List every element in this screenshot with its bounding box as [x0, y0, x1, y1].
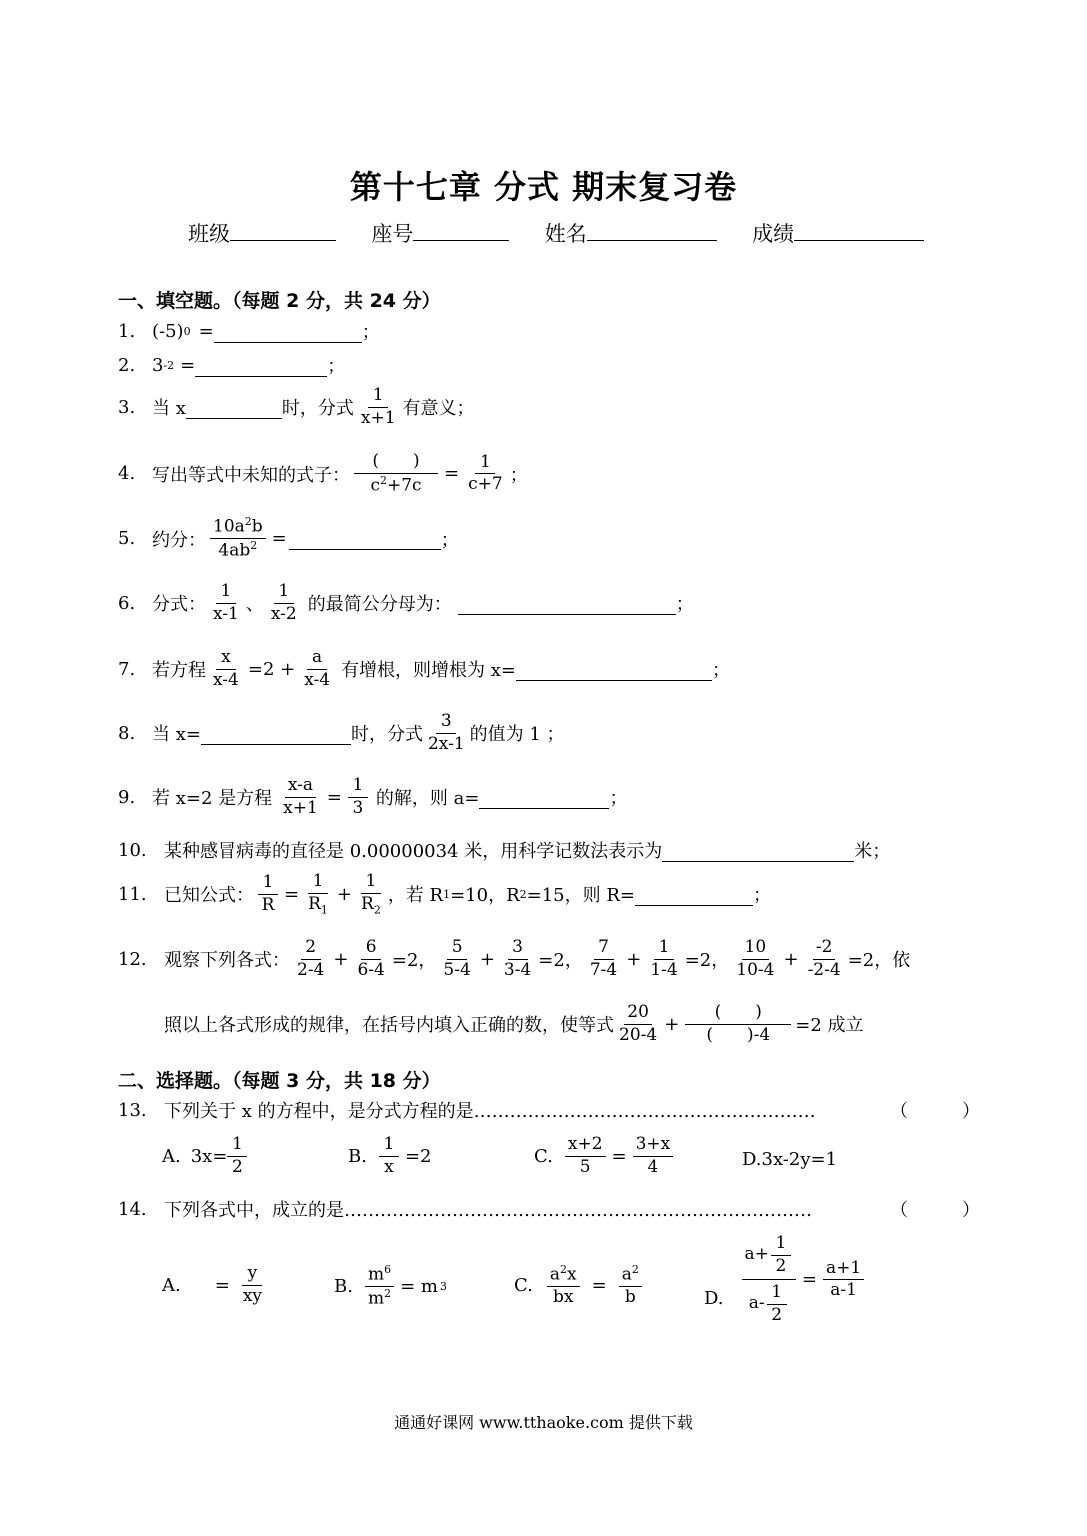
- equals-sign: =: [326, 786, 342, 808]
- question-text: 若 x=2 是方程: [152, 788, 273, 810]
- question-12-continued: [164, 1003, 864, 1045]
- question-9: [118, 776, 627, 818]
- numerator: 1: [348, 776, 368, 798]
- denominator: 2x-1: [427, 733, 465, 754]
- plus-sign: +: [336, 883, 352, 905]
- numerator: 1: [368, 386, 388, 408]
- plus-sign: +: [783, 948, 799, 970]
- question-10: [118, 837, 890, 863]
- equals-sign: =: [284, 883, 300, 905]
- denominator: [215, 539, 260, 561]
- question-number: 7.: [118, 658, 136, 680]
- denominator: x-2: [270, 603, 297, 624]
- score-field[interactable]: [794, 218, 924, 241]
- fraction: [240, 1264, 265, 1306]
- question-number: 10.: [118, 839, 147, 861]
- fraction: [227, 1135, 247, 1177]
- numerator: 1: [379, 1135, 399, 1157]
- numerator-text: a+: [744, 1244, 769, 1265]
- numerator: 1: [227, 1135, 247, 1157]
- expression: 3: [152, 354, 164, 376]
- denominator-blank[interactable]: ( )-4: [706, 1024, 771, 1045]
- denominator: [746, 1280, 792, 1325]
- section-2-heading: 二、选择题。（每题 3 分，共 18 分）: [118, 1070, 441, 1092]
- exponent: 2: [631, 1263, 639, 1276]
- subscript: 1: [320, 902, 328, 916]
- equals-sign: =: [198, 320, 214, 342]
- expression: (-5): [152, 320, 184, 342]
- denominator: 1-4: [650, 959, 678, 980]
- numerator: 1: [767, 1283, 787, 1305]
- denominator: 2: [771, 1304, 783, 1325]
- numerator: y: [242, 1264, 262, 1286]
- question-text: =2 成立: [795, 1015, 864, 1037]
- fraction: [805, 938, 844, 980]
- equals-sign: =: [801, 1269, 817, 1291]
- punctuation: ；: [752, 885, 771, 907]
- numerator-base: m: [367, 1264, 385, 1285]
- question-text: 观察下列各式：: [164, 950, 290, 972]
- answer-blank[interactable]: [289, 527, 441, 550]
- fraction: [565, 1135, 606, 1177]
- page-title: 第十七章 分式 期末复习卷: [349, 168, 738, 206]
- numerator: x: [216, 648, 236, 670]
- numerator-blank[interactable]: ( ): [354, 452, 438, 474]
- fraction: [619, 1264, 642, 1308]
- punctuation: ；: [509, 464, 528, 486]
- fraction: [767, 1283, 787, 1325]
- question-text: 时，分式: [281, 398, 354, 420]
- question-14: [118, 1196, 812, 1222]
- numerator: 6: [361, 938, 381, 960]
- numerator: a: [307, 648, 327, 670]
- plus-sign: +: [479, 948, 495, 970]
- numerator: 3: [436, 712, 456, 734]
- numerator: 1: [216, 582, 236, 604]
- equals-result: =2，: [847, 950, 893, 972]
- question-text: 若方程: [152, 660, 206, 682]
- fraction: [771, 1234, 791, 1276]
- fraction: [647, 938, 680, 980]
- denominator: x-1: [213, 603, 239, 624]
- question-text: 下列各式中，成立的是……………………………………………………………………: [164, 1200, 812, 1221]
- denominator: 5: [579, 1156, 591, 1177]
- denominator: c+7: [468, 474, 503, 495]
- denominator-base: R: [361, 893, 374, 914]
- denominator: 2-4: [297, 959, 325, 980]
- question-number: 3.: [118, 396, 136, 418]
- fraction: [547, 1264, 580, 1308]
- plus-sign: +: [626, 948, 642, 970]
- numerator: 7: [594, 938, 614, 960]
- denominator: x: [384, 1156, 394, 1177]
- question-text: 照以上各式形成的规律，在括号内填入正确的数，使等式: [164, 1015, 614, 1037]
- numerator: [547, 1264, 580, 1287]
- question-3: [118, 386, 475, 428]
- option-label: D.: [742, 1149, 762, 1170]
- question-number: 14.: [118, 1198, 147, 1220]
- question-text: 写出等式中未知的式子：: [152, 464, 350, 486]
- fraction: [425, 712, 468, 754]
- answer-blank[interactable]: [195, 354, 327, 377]
- fraction: [301, 648, 333, 690]
- denominator: -2-4: [807, 959, 841, 980]
- option-b[interactable]: [348, 1135, 434, 1177]
- fraction: [440, 938, 473, 980]
- question-text: 已知公式：: [164, 885, 254, 907]
- question-number: 13.: [118, 1099, 147, 1121]
- numerator-base: a: [621, 1264, 632, 1285]
- denominator: [358, 894, 384, 917]
- numerator: a+1: [823, 1259, 864, 1281]
- denominator: 3: [352, 797, 364, 818]
- exponent: 2: [379, 473, 387, 487]
- question-11: [118, 872, 771, 917]
- answer-blank[interactable]: [662, 839, 854, 862]
- numerator: 2: [301, 938, 321, 960]
- answer-blank[interactable]: [458, 592, 676, 615]
- question-text: 米；: [854, 841, 891, 862]
- option-d[interactable]: [704, 1234, 868, 1325]
- punctuation: ；: [361, 322, 380, 343]
- numerator: 20: [624, 1003, 652, 1025]
- fraction: [733, 938, 777, 980]
- question-13: [118, 1097, 816, 1123]
- question-text: 下列关于 x 的方程中，是分式方程的是…………………………………………………: [164, 1101, 816, 1122]
- exponent: 2: [384, 1287, 392, 1301]
- fraction: [305, 872, 331, 917]
- question-number: 6.: [118, 592, 136, 614]
- equation-part: =2 +: [247, 658, 296, 680]
- question-text: 某种感冒病毒的直径是 0.00000034 米，用科学记数法表示为: [164, 841, 663, 862]
- denominator: 4: [647, 1156, 659, 1177]
- answer-blank[interactable]: [214, 320, 362, 343]
- numerator: 10: [742, 938, 770, 960]
- question-6: [118, 582, 694, 624]
- fraction: [358, 872, 384, 917]
- numerator: 3+x: [633, 1135, 674, 1157]
- question-5: [118, 516, 459, 561]
- denominator: b: [624, 1287, 636, 1308]
- exponent: 2: [250, 539, 258, 553]
- answer-blank[interactable]: [186, 396, 282, 419]
- question-text: ，若 R: [387, 885, 444, 907]
- denominator: 6-4: [357, 959, 385, 980]
- question-number: 1.: [118, 320, 136, 342]
- question-4: [118, 452, 528, 496]
- denominator: 2: [232, 1156, 243, 1177]
- equals-sign: =: [271, 528, 287, 550]
- fraction: [501, 938, 534, 980]
- option-label: B.: [334, 1276, 353, 1298]
- denominator: 10-4: [736, 959, 775, 980]
- question-text: 分式：: [152, 594, 206, 616]
- plus-sign: +: [333, 948, 349, 970]
- denominator: 7-4: [589, 959, 618, 980]
- complex-fraction: [742, 1234, 796, 1325]
- question-text: =15，则 R=: [526, 885, 635, 907]
- denominator: 3-4: [503, 959, 532, 980]
- denominator-text: a-: [748, 1293, 765, 1314]
- numerator: [210, 516, 266, 539]
- question-8: [118, 712, 565, 754]
- answer-blank[interactable]: [201, 722, 351, 745]
- option-label: C.: [514, 1275, 533, 1297]
- fraction: [210, 516, 266, 561]
- option-a[interactable]: [162, 1135, 251, 1177]
- question-text: =10，R: [450, 885, 520, 907]
- question-12: [118, 938, 910, 980]
- fraction: [354, 938, 387, 980]
- answer-blank[interactable]: [479, 786, 609, 809]
- answer-parentheses[interactable]: （ ）: [890, 1200, 980, 1221]
- equals-result: =2，: [684, 950, 730, 972]
- question-number: 8.: [118, 722, 136, 744]
- denominator-tail: +7c: [386, 475, 422, 496]
- subscript: 1: [443, 887, 451, 901]
- question-text: 时，分式: [350, 724, 423, 746]
- numerator: 5: [447, 938, 467, 960]
- question-number: 12.: [118, 948, 147, 970]
- denominator: bx: [552, 1287, 574, 1308]
- question-1: [118, 318, 380, 344]
- numerator: 1: [475, 453, 495, 475]
- denominator: x-4: [213, 669, 239, 690]
- example-equations: [290, 938, 892, 980]
- equals-sign: =: [591, 1275, 607, 1297]
- fraction: [210, 582, 242, 624]
- denominator: x+1: [360, 407, 396, 428]
- question-number: 2.: [118, 354, 136, 376]
- separator: 、: [245, 594, 264, 616]
- fraction: [268, 582, 300, 624]
- denominator: [367, 474, 424, 496]
- exponent: -2: [163, 358, 175, 372]
- fraction: [210, 648, 242, 690]
- fraction: [823, 1259, 864, 1301]
- answer-blank[interactable]: [635, 883, 753, 906]
- denominator: [365, 1287, 394, 1309]
- punctuation: ；: [327, 356, 346, 377]
- exponent: 6: [384, 1263, 392, 1276]
- option-d[interactable]: [742, 1149, 837, 1170]
- fraction: [358, 386, 399, 428]
- numerator: 1: [771, 1234, 791, 1256]
- numerator: 3: [508, 938, 528, 960]
- question-text: 当 x: [152, 398, 186, 420]
- option-label: A.: [162, 1274, 181, 1296]
- exponent: 0: [183, 324, 191, 338]
- option-label: B.: [348, 1145, 367, 1167]
- fraction: [258, 873, 278, 915]
- numerator: -2: [813, 938, 836, 960]
- fraction: [465, 453, 506, 495]
- question-text: 的最简公分母为：: [307, 594, 452, 616]
- question-text: 当 x=: [152, 724, 201, 746]
- question-number: 4.: [118, 463, 136, 485]
- fraction: [379, 1135, 399, 1177]
- exponent: 3: [439, 1280, 447, 1294]
- fraction: [365, 1264, 394, 1309]
- name-field[interactable]: [587, 218, 717, 241]
- denominator: 20-4: [619, 1024, 658, 1045]
- numerator-blank[interactable]: ( ): [685, 1003, 791, 1025]
- option-text: =2: [404, 1145, 432, 1167]
- option-text: 3x-2y=1: [761, 1149, 838, 1170]
- denominator: xy: [242, 1285, 263, 1306]
- denominator: 2: [775, 1255, 787, 1276]
- answer-blank[interactable]: [516, 658, 712, 681]
- denominator: [305, 894, 331, 917]
- exponent: 2: [244, 515, 252, 528]
- seat-field[interactable]: [413, 218, 509, 241]
- equals-sign: =: [180, 354, 196, 376]
- option-label: D.: [704, 1288, 724, 1310]
- punctuation: ；: [440, 529, 459, 551]
- denominator-base: c: [370, 475, 380, 496]
- numerator: 1: [361, 872, 381, 894]
- fraction: [294, 938, 327, 980]
- denominator: R: [261, 894, 275, 915]
- section-1-heading: 一、填空题。（每题 2 分，共 24 分）: [118, 290, 441, 312]
- subscript: 2: [519, 887, 527, 901]
- option-text: 3x=: [190, 1145, 228, 1167]
- question-text: 的值为 1 ；: [469, 724, 565, 746]
- numerator: x+2: [565, 1135, 606, 1157]
- fraction: [633, 1135, 674, 1177]
- student-info-row: [188, 218, 924, 248]
- numerator-tail: b: [251, 516, 263, 537]
- question-text: 约分：: [152, 529, 206, 551]
- numerator: [619, 1264, 642, 1287]
- exponent: 2: [560, 1263, 567, 1276]
- option-text: = m: [400, 1276, 438, 1298]
- equals-sign: =: [214, 1274, 230, 1296]
- denominator-base: 4ab: [218, 540, 251, 561]
- seat-label: 座号: [371, 222, 414, 246]
- punctuation: ；: [712, 660, 731, 682]
- plus-sign: +: [664, 1013, 680, 1035]
- subscript: 2: [373, 902, 381, 916]
- question-text: 的解，则 a=: [375, 788, 480, 810]
- question-text: 依: [892, 950, 911, 972]
- footer-credit: 通通好课网 www.tthaoke.com 提供下载: [394, 1413, 693, 1432]
- fraction: [348, 776, 368, 818]
- option-label: A.: [162, 1145, 181, 1167]
- denominator: x+1: [283, 797, 318, 818]
- class-label: 班级: [188, 222, 230, 246]
- fraction: [280, 776, 321, 818]
- name-label: 姓名: [544, 222, 587, 246]
- numerator-base: a: [549, 1264, 560, 1285]
- numerator: x-a: [285, 776, 316, 798]
- denominator: x-4: [304, 669, 331, 690]
- numerator: 1: [654, 938, 674, 960]
- question-text: 有增根，则增根为 x=: [341, 660, 517, 682]
- question-number: 9.: [118, 786, 136, 808]
- numerator-base: 10a: [213, 516, 245, 537]
- equals-sign: =: [444, 463, 460, 485]
- fraction: [354, 452, 438, 496]
- denominator: 5-4: [443, 959, 471, 980]
- numerator: [365, 1264, 394, 1287]
- denominator: a-1: [830, 1280, 857, 1301]
- denominator-base: R: [308, 893, 321, 914]
- fraction: [685, 1003, 791, 1045]
- option-label: C.: [534, 1145, 553, 1167]
- numerator: 1: [258, 873, 278, 895]
- numerator: 1: [308, 872, 328, 894]
- question-7: [118, 648, 730, 690]
- numerator-tail: x: [567, 1264, 577, 1285]
- punctuation: ；: [609, 788, 628, 810]
- question-number: 11.: [118, 883, 147, 905]
- question-2: [118, 352, 345, 378]
- option-b[interactable]: [334, 1264, 447, 1309]
- denominator-base: m: [367, 1288, 385, 1309]
- question-text: 有意义；: [402, 398, 475, 420]
- fraction: [616, 1003, 660, 1045]
- equals-sign: =: [611, 1145, 627, 1167]
- option-a[interactable]: [162, 1264, 269, 1306]
- class-field[interactable]: [230, 218, 336, 241]
- answer-parentheses[interactable]: （ ）: [890, 1101, 980, 1122]
- fraction: [587, 938, 620, 980]
- option-c[interactable]: [534, 1135, 677, 1177]
- equals-result: =2，: [538, 950, 583, 972]
- option-c[interactable]: [514, 1264, 646, 1308]
- punctuation: ；: [675, 594, 694, 616]
- score-label: 成绩: [752, 222, 795, 246]
- numerator: [742, 1234, 796, 1280]
- question-number: 5.: [118, 528, 136, 550]
- equals-result: =2，: [391, 950, 437, 972]
- numerator: 1: [274, 582, 294, 604]
